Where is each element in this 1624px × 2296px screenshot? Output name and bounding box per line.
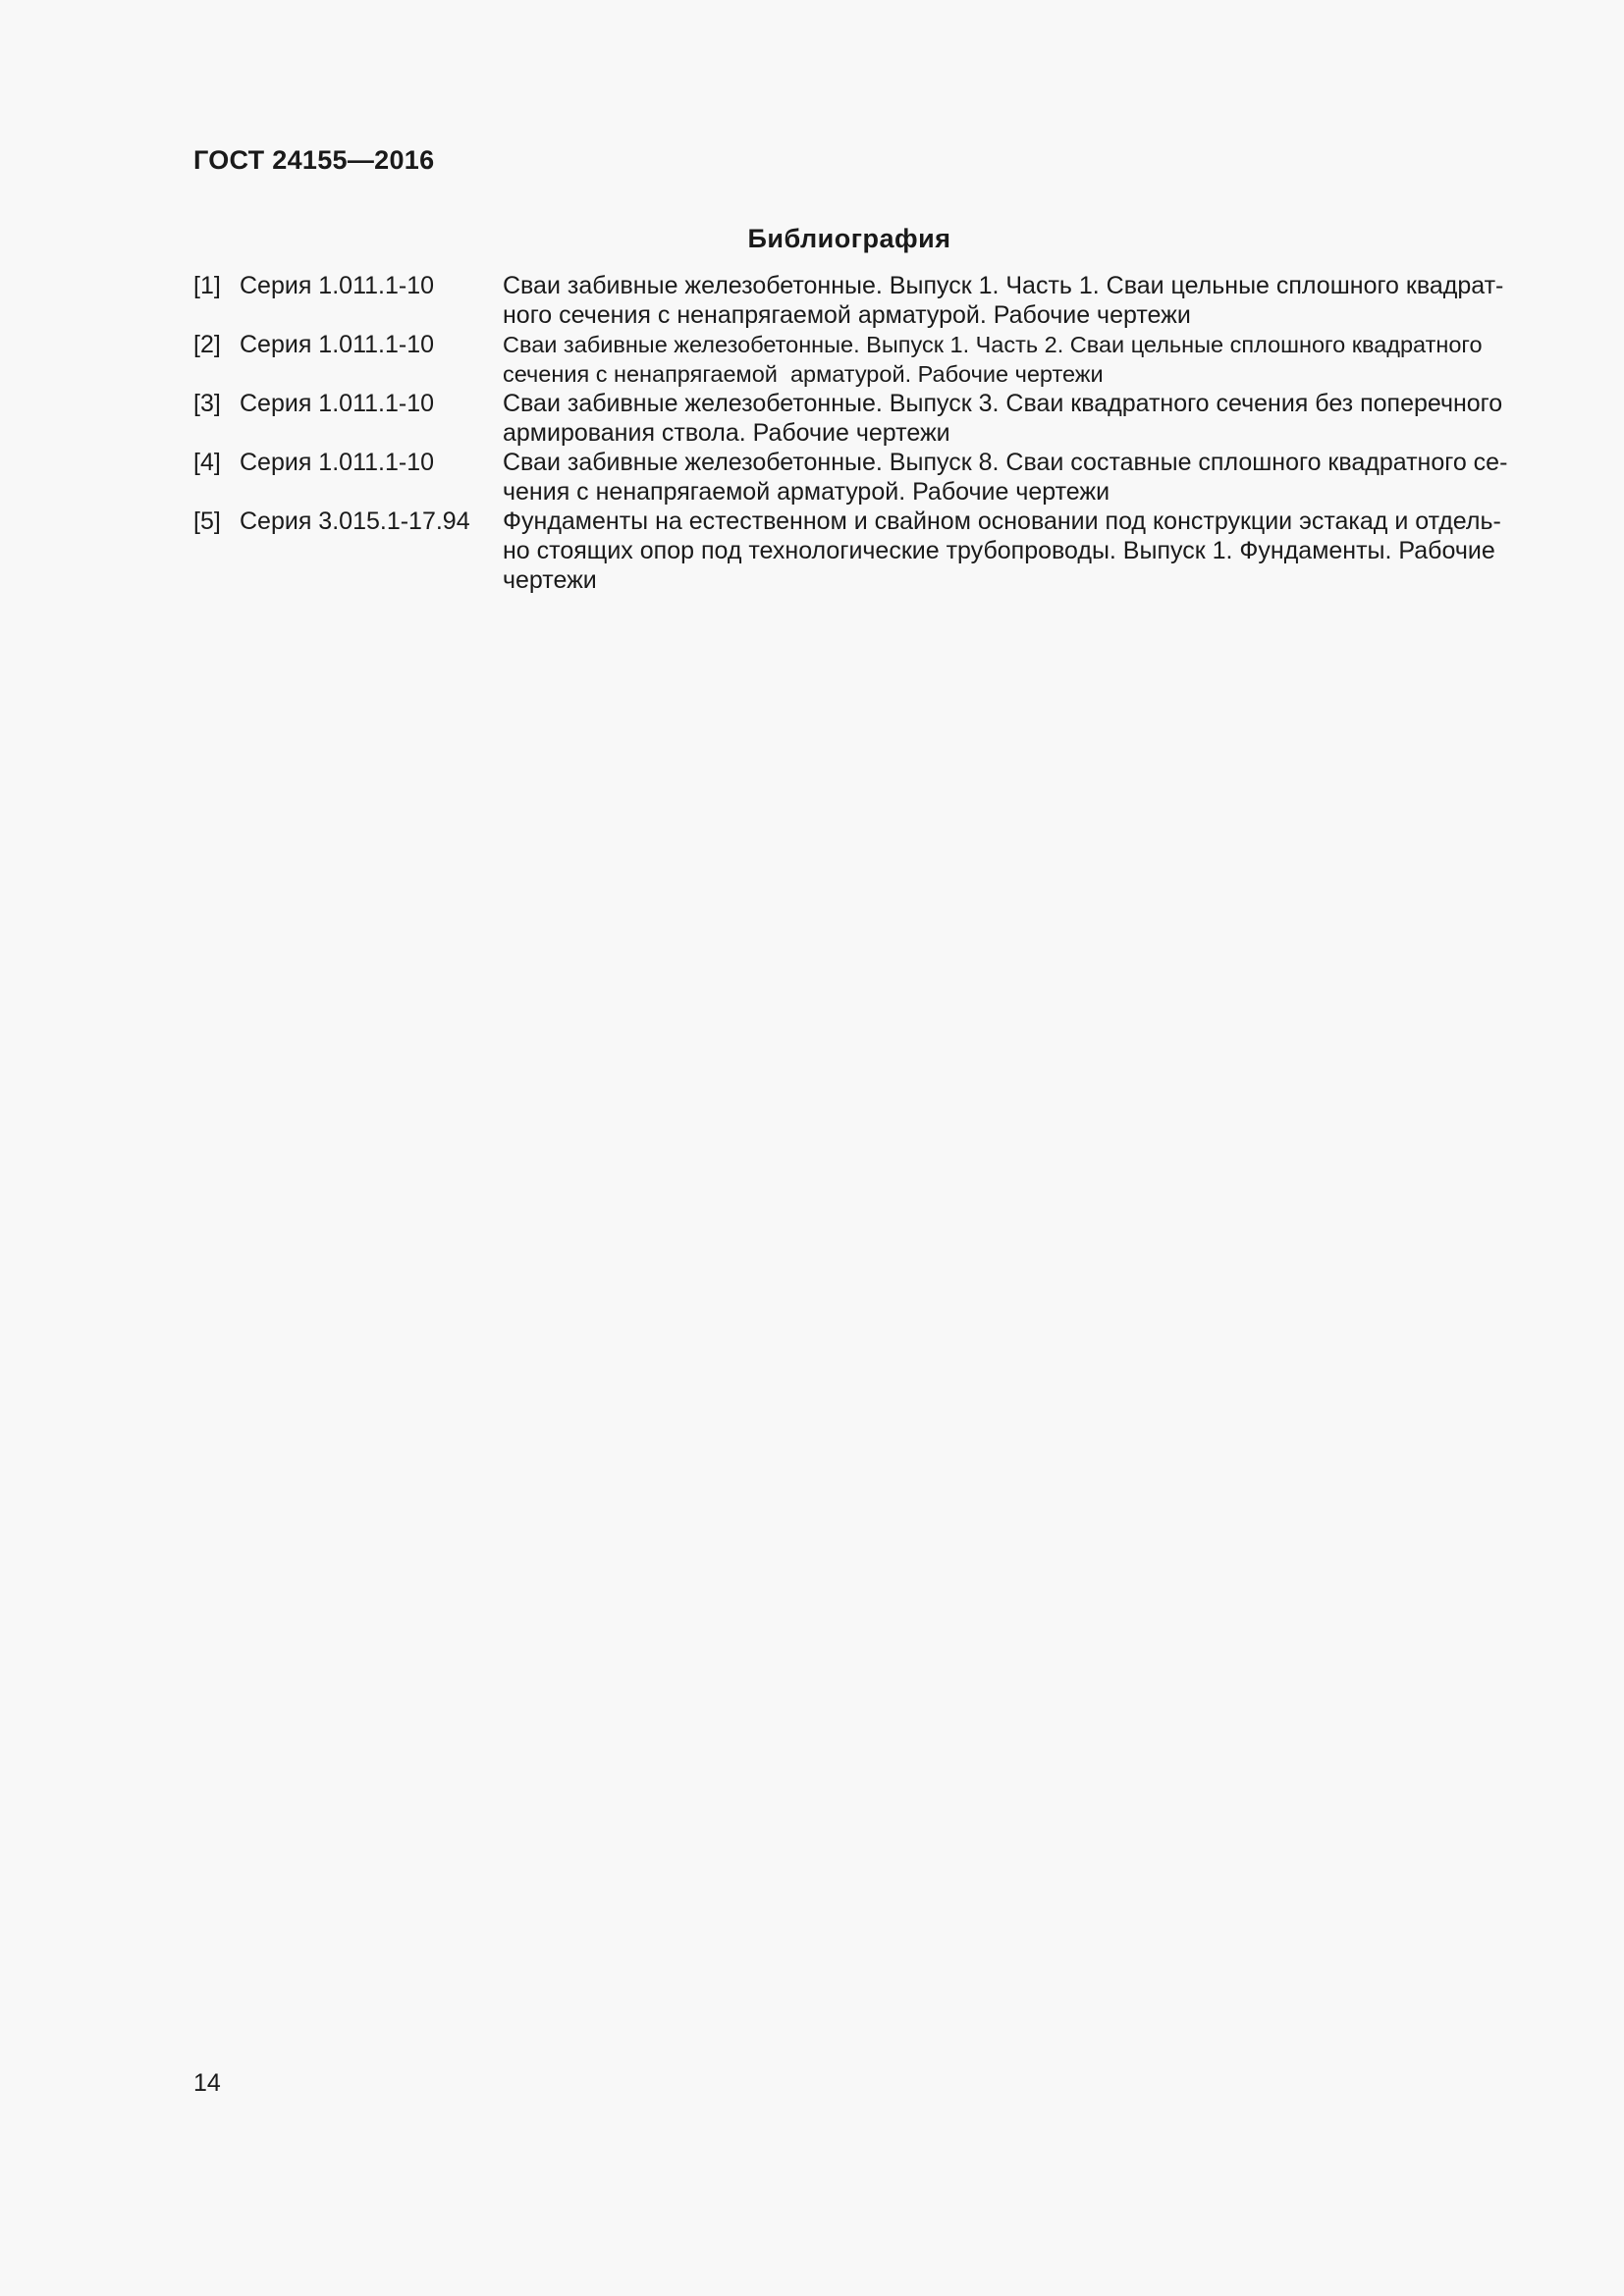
entry-number: [4]: [193, 449, 221, 476]
entry-description-line: ного сечения с ненапрягаемой арматурой. Рабочие чертежи: [503, 301, 1191, 329]
entry-description: [503, 271, 1509, 330]
bibliography-list: [193, 271, 1509, 595]
entry-description-line: чения с ненапрягаемой арматурой. Рабочие чертежи: [503, 478, 1110, 506]
entry-description-line: армирования ствола. Рабочие чертежи: [503, 419, 950, 447]
entry-series: Серия 1.011.1-10: [240, 449, 434, 476]
entry-description-line: Сваи забивные железобетонные. Выпуск 1. Часть 2. Сваи цельные сплошного квадратного: [503, 332, 1483, 357]
entry-number: [5]: [193, 507, 221, 535]
entry-description: [503, 330, 1509, 389]
entry-series: Серия 1.011.1-10: [240, 331, 434, 358]
entry-description-line: сечения с ненапрягаемой арматурой. Рабочие чертежи: [503, 361, 1104, 387]
entry-description-line: Сваи забивные железобетонные. Выпуск 1. Часть 1. Сваи цельные сплошного квадрат-: [503, 272, 1504, 299]
bibliography-title: Библиография: [747, 224, 951, 253]
entry-description-line: но стоящих опор под технологические трубопроводы. Выпуск 1. Фундаменты. Рабочие: [503, 537, 1495, 564]
entry-description-line: чертежи: [503, 566, 597, 594]
entry-description: [503, 507, 1509, 595]
entry-description-line: Сваи забивные железобетонные. Выпуск 3. Сваи квадратного сечения без поперечного: [503, 390, 1503, 417]
bibliography-entry: [193, 330, 1509, 389]
entry-description: [503, 389, 1509, 448]
bibliography-entry: [193, 507, 1509, 595]
bibliography-entry: [193, 271, 1509, 330]
entry-description: [503, 448, 1509, 507]
entry-number: [1]: [193, 272, 221, 299]
entry-series: Серия 1.011.1-10: [240, 390, 434, 417]
entry-series: Серия 1.011.1-10: [240, 272, 434, 299]
entry-description-line: Фундаменты на естественном и свайном основании под конструкции эстакад и отдель-: [503, 507, 1501, 535]
entry-number: [3]: [193, 390, 221, 417]
entry-series: Серия 3.015.1-17.94: [240, 507, 470, 535]
page-number: 14: [193, 2069, 221, 2097]
bibliography-entry: [193, 389, 1509, 448]
entry-description-line: Сваи забивные железобетонные. Выпуск 8. Сваи составные сплошного квадратного се-: [503, 449, 1508, 476]
bibliography-entry: [193, 448, 1509, 507]
entry-number: [2]: [193, 331, 221, 358]
document-code: ГОСТ 24155—2016: [193, 145, 435, 175]
